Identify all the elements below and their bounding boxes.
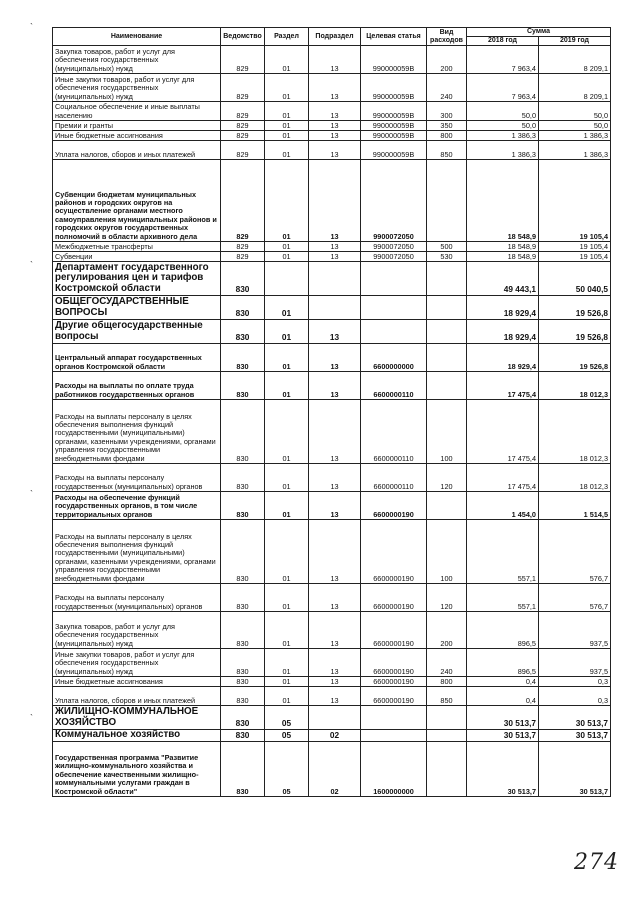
- cell-subsection: 13: [309, 102, 361, 121]
- cell-name: Расходы на выплаты персоналу в целях обеспечения выполнения функций государственными (муниципальными) органами, казенными учреждениями, органами управления государственными внебюджетными фондами: [53, 400, 221, 464]
- cell-section: 01: [265, 584, 309, 612]
- cell-subsection: 13: [309, 141, 361, 160]
- table-row: [53, 121, 611, 131]
- cell-name: Расходы на выплаты персоналу государственных (муниципальных) органов: [53, 584, 221, 612]
- cell-dept: 830: [221, 520, 265, 584]
- cell-2019: 18 012,3: [539, 400, 611, 464]
- cell-2018: 557,1: [467, 520, 539, 584]
- cell-name: Субвенции: [53, 252, 221, 262]
- cell-subsection: 13: [309, 131, 361, 141]
- table-row: [53, 320, 611, 344]
- cell-section: 01: [265, 372, 309, 400]
- cell-kind: 800: [427, 677, 467, 687]
- cell-2018: 30 513,7: [467, 706, 539, 730]
- cell-dept: 830: [221, 706, 265, 730]
- cell-section: 01: [265, 677, 309, 687]
- cell-kind: 350: [427, 121, 467, 131]
- cell-target: 6600000190: [361, 492, 427, 520]
- cell-name: Иные бюджетные ассигнования: [53, 677, 221, 687]
- cell-kind: 120: [427, 464, 467, 492]
- cell-subsection: [309, 706, 361, 730]
- cell-2018: 17 475,4: [467, 372, 539, 400]
- cell-2019: 1 386,3: [539, 141, 611, 160]
- cell-2019: 8 209,1: [539, 74, 611, 102]
- cell-dept: 830: [221, 320, 265, 344]
- cell-kind: 300: [427, 102, 467, 121]
- margin-tick: `: [30, 22, 33, 32]
- cell-dept: 830: [221, 677, 265, 687]
- handwritten-page-number: 274: [574, 850, 619, 875]
- cell-subsection: 13: [309, 584, 361, 612]
- cell-2019: 18 012,3: [539, 372, 611, 400]
- cell-subsection: 13: [309, 687, 361, 706]
- cell-name: Расходы на обеспечение функций государственных органов, в том числе территориальных органов: [53, 492, 221, 520]
- cell-name: Расходы на выплаты по оплате труда работников государственных органов: [53, 372, 221, 400]
- margin-tick: `: [30, 489, 33, 499]
- cell-target: [361, 262, 427, 296]
- cell-name: Департамент государственного регулирования цен и тарифов Костромской области: [53, 262, 221, 296]
- cell-name: ЖИЛИЩНО-КОММУНАЛЬНОЕ ХОЗЯЙСТВО: [53, 706, 221, 730]
- cell-2018: 30 513,7: [467, 742, 539, 797]
- cell-subsection: 13: [309, 400, 361, 464]
- cell-target: 6600000190: [361, 612, 427, 649]
- cell-subsection: 13: [309, 520, 361, 584]
- cell-dept: 830: [221, 687, 265, 706]
- cell-target: 990000059В: [361, 131, 427, 141]
- cell-dept: 829: [221, 141, 265, 160]
- cell-section: [265, 262, 309, 296]
- cell-2018: 18 548,9: [467, 252, 539, 262]
- header-year-2019: 2019 год: [539, 37, 611, 46]
- cell-kind: 500: [427, 242, 467, 252]
- header-name: Наименование: [53, 28, 221, 46]
- cell-2019: 19 105,4: [539, 252, 611, 262]
- cell-section: 01: [265, 464, 309, 492]
- cell-2018: 896,5: [467, 612, 539, 649]
- cell-name: Центральный аппарат государственных органов Костромской области: [53, 344, 221, 372]
- cell-section: 05: [265, 706, 309, 730]
- table-row: [53, 520, 611, 584]
- table-row: [53, 730, 611, 742]
- cell-kind: [427, 742, 467, 797]
- cell-target: 6600000190: [361, 520, 427, 584]
- cell-2018: 557,1: [467, 584, 539, 612]
- header-kind: Вид расходов: [427, 28, 467, 46]
- table-row: [53, 584, 611, 612]
- cell-subsection: [309, 262, 361, 296]
- cell-name: Иные закупки товаров, работ и услуг для обеспечения государственных (муниципальных) нужд: [53, 74, 221, 102]
- cell-dept: 830: [221, 344, 265, 372]
- cell-target: 6600000190: [361, 584, 427, 612]
- cell-section: 01: [265, 320, 309, 344]
- cell-subsection: 13: [309, 320, 361, 344]
- cell-subsection: [309, 296, 361, 320]
- cell-2019: 18 012,3: [539, 464, 611, 492]
- cell-section: 01: [265, 131, 309, 141]
- cell-dept: 829: [221, 102, 265, 121]
- cell-subsection: 13: [309, 46, 361, 74]
- cell-dept: 830: [221, 262, 265, 296]
- header-target: Целевая статья: [361, 28, 427, 46]
- cell-kind: 200: [427, 46, 467, 74]
- cell-2019: 19 105,4: [539, 242, 611, 252]
- cell-target: [361, 320, 427, 344]
- cell-section: 01: [265, 400, 309, 464]
- header-dept: Ведомство: [221, 28, 265, 46]
- cell-dept: 829: [221, 252, 265, 262]
- cell-name: Другие общегосударственные вопросы: [53, 320, 221, 344]
- cell-section: 01: [265, 492, 309, 520]
- cell-dept: 830: [221, 649, 265, 677]
- margin-tick: `: [30, 713, 33, 723]
- cell-2018: 18 929,4: [467, 320, 539, 344]
- cell-2019: 937,5: [539, 649, 611, 677]
- cell-2019: 30 513,7: [539, 742, 611, 797]
- header-section: Раздел: [265, 28, 309, 46]
- cell-section: 01: [265, 296, 309, 320]
- table-row: [53, 46, 611, 74]
- cell-section: 05: [265, 742, 309, 797]
- cell-section: 01: [265, 252, 309, 262]
- table-row: [53, 612, 611, 649]
- cell-kind: 800: [427, 131, 467, 141]
- cell-dept: 829: [221, 74, 265, 102]
- cell-target: 990000059В: [361, 121, 427, 131]
- cell-target: 990000059В: [361, 74, 427, 102]
- cell-kind: 200: [427, 612, 467, 649]
- cell-kind: 120: [427, 584, 467, 612]
- table-header: [53, 28, 611, 46]
- cell-dept: 830: [221, 730, 265, 742]
- cell-name: Уплата налогов, сборов и иных платежей: [53, 141, 221, 160]
- cell-2019: 8 209,1: [539, 46, 611, 74]
- cell-kind: 850: [427, 687, 467, 706]
- cell-2018: 17 475,4: [467, 464, 539, 492]
- table-row: [53, 372, 611, 400]
- cell-name: Закупка товаров, работ и услуг для обеспечения государственных (муниципальных) нужд: [53, 612, 221, 649]
- cell-2019: 19 526,8: [539, 344, 611, 372]
- cell-kind: 530: [427, 252, 467, 262]
- cell-target: 6600000110: [361, 400, 427, 464]
- cell-dept: 830: [221, 742, 265, 797]
- cell-section: 05: [265, 730, 309, 742]
- cell-dept: 830: [221, 612, 265, 649]
- cell-target: [361, 296, 427, 320]
- cell-2019: 19 105,4: [539, 160, 611, 242]
- cell-dept: 830: [221, 372, 265, 400]
- cell-kind: [427, 160, 467, 242]
- cell-name: Государственная программа "Развитие жилищно-коммунального хозяйства и обеспечение качественными жилищно-коммунальными услугами граждан в Костромской области": [53, 742, 221, 797]
- cell-2018: 7 963,4: [467, 46, 539, 74]
- cell-target: 1600000000: [361, 742, 427, 797]
- cell-subsection: 02: [309, 742, 361, 797]
- cell-dept: 829: [221, 160, 265, 242]
- cell-target: 6600000190: [361, 649, 427, 677]
- cell-section: 01: [265, 612, 309, 649]
- cell-kind: [427, 492, 467, 520]
- cell-2018: 18 929,4: [467, 344, 539, 372]
- cell-target: [361, 730, 427, 742]
- cell-subsection: 13: [309, 252, 361, 262]
- cell-dept: 830: [221, 464, 265, 492]
- table-row: [53, 74, 611, 102]
- table-body: [53, 46, 611, 797]
- header-sum: Сумма: [467, 28, 611, 37]
- cell-2018: 1 386,3: [467, 131, 539, 141]
- table-row: [53, 677, 611, 687]
- cell-section: 01: [265, 74, 309, 102]
- cell-name: Коммунальное хозяйство: [53, 730, 221, 742]
- cell-name: Премии и гранты: [53, 121, 221, 131]
- cell-target: [361, 706, 427, 730]
- cell-subsection: 13: [309, 372, 361, 400]
- table-row: [53, 296, 611, 320]
- cell-name: Уплата налогов, сборов и иных платежей: [53, 687, 221, 706]
- cell-2019: 30 513,7: [539, 730, 611, 742]
- cell-dept: 829: [221, 46, 265, 74]
- cell-section: 01: [265, 102, 309, 121]
- cell-subsection: 13: [309, 492, 361, 520]
- cell-section: 01: [265, 242, 309, 252]
- cell-name: ОБЩЕГОСУДАРСТВЕННЫЕ ВОПРОСЫ: [53, 296, 221, 320]
- cell-dept: 830: [221, 400, 265, 464]
- cell-2019: 1 514,5: [539, 492, 611, 520]
- cell-name: Закупка товаров, работ и услуг для обеспечения государственных (муниципальных) нужд: [53, 46, 221, 74]
- cell-dept: 829: [221, 121, 265, 131]
- cell-target: 9900072050: [361, 160, 427, 242]
- cell-kind: [427, 730, 467, 742]
- table-row: [53, 242, 611, 252]
- cell-target: 9900072050: [361, 242, 427, 252]
- table-row: [53, 742, 611, 797]
- cell-2018: 1 386,3: [467, 141, 539, 160]
- cell-2019: 50,0: [539, 121, 611, 131]
- cell-section: 01: [265, 344, 309, 372]
- cell-section: 01: [265, 121, 309, 131]
- cell-dept: 829: [221, 242, 265, 252]
- cell-2019: 576,7: [539, 520, 611, 584]
- cell-kind: [427, 706, 467, 730]
- cell-2019: 30 513,7: [539, 706, 611, 730]
- cell-subsection: 13: [309, 74, 361, 102]
- cell-name: Субвенции бюджетам муниципальных районов и городских округов на осуществление органами местного самоуправления муниципальных районов и городских округов государственных полномочий в области архивного дела: [53, 160, 221, 242]
- cell-2019: 937,5: [539, 612, 611, 649]
- cell-target: 6600000190: [361, 687, 427, 706]
- cell-2018: 7 963,4: [467, 74, 539, 102]
- cell-target: 990000059В: [361, 141, 427, 160]
- cell-section: 01: [265, 46, 309, 74]
- table-row: [53, 102, 611, 121]
- cell-target: 6600000190: [361, 677, 427, 687]
- cell-2018: 896,5: [467, 649, 539, 677]
- cell-subsection: 13: [309, 121, 361, 131]
- cell-dept: 830: [221, 296, 265, 320]
- table-row: [53, 400, 611, 464]
- cell-2019: 1 386,3: [539, 131, 611, 141]
- cell-2018: 18 548,9: [467, 242, 539, 252]
- cell-2018: 49 443,1: [467, 262, 539, 296]
- table-row: [53, 131, 611, 141]
- cell-section: 01: [265, 141, 309, 160]
- cell-2019: 19 526,8: [539, 296, 611, 320]
- table-row: [53, 706, 611, 730]
- cell-dept: 830: [221, 492, 265, 520]
- table-row: [53, 252, 611, 262]
- cell-kind: 850: [427, 141, 467, 160]
- cell-name: Социальное обеспечение и иные выплаты населению: [53, 102, 221, 121]
- cell-target: 9900072050: [361, 252, 427, 262]
- cell-2018: 17 475,4: [467, 400, 539, 464]
- cell-2018: 30 513,7: [467, 730, 539, 742]
- cell-2018: 50,0: [467, 121, 539, 131]
- table-row: [53, 344, 611, 372]
- cell-kind: [427, 262, 467, 296]
- cell-2018: 18 548,9: [467, 160, 539, 242]
- cell-name: Иные закупки товаров, работ и услуг для обеспечения государственных (муниципальных) нужд: [53, 649, 221, 677]
- cell-subsection: 13: [309, 649, 361, 677]
- cell-kind: [427, 296, 467, 320]
- cell-target: 990000059В: [361, 46, 427, 74]
- cell-subsection: 02: [309, 730, 361, 742]
- cell-subsection: 13: [309, 677, 361, 687]
- cell-dept: 830: [221, 584, 265, 612]
- cell-subsection: 13: [309, 344, 361, 372]
- margin-tick: `: [30, 260, 33, 270]
- cell-name: Межбюджетные трансферты: [53, 242, 221, 252]
- table-row: [53, 141, 611, 160]
- cell-2018: 0,4: [467, 687, 539, 706]
- cell-2018: 18 929,4: [467, 296, 539, 320]
- table-row: [53, 464, 611, 492]
- cell-subsection: 13: [309, 242, 361, 252]
- cell-2018: 50,0: [467, 102, 539, 121]
- cell-2018: 0,4: [467, 677, 539, 687]
- table-row: [53, 262, 611, 296]
- cell-name: Иные бюджетные ассигнования: [53, 131, 221, 141]
- header-subsection: Подраздел: [309, 28, 361, 46]
- cell-kind: 240: [427, 74, 467, 102]
- cell-section: 01: [265, 520, 309, 584]
- table-row: [53, 160, 611, 242]
- table-row: [53, 687, 611, 706]
- cell-2019: 19 526,8: [539, 320, 611, 344]
- cell-kind: [427, 344, 467, 372]
- cell-kind: 100: [427, 520, 467, 584]
- cell-target: 6600000110: [361, 464, 427, 492]
- cell-kind: [427, 320, 467, 344]
- cell-2019: 0,3: [539, 677, 611, 687]
- cell-kind: 240: [427, 649, 467, 677]
- cell-target: 6600000000: [361, 344, 427, 372]
- cell-2019: 576,7: [539, 584, 611, 612]
- table-row: [53, 492, 611, 520]
- cell-name: Расходы на выплаты персоналу государственных (муниципальных) органов: [53, 464, 221, 492]
- cell-dept: 829: [221, 131, 265, 141]
- cell-2019: 0,3: [539, 687, 611, 706]
- cell-kind: [427, 372, 467, 400]
- cell-2019: 50,0: [539, 102, 611, 121]
- table-row: [53, 649, 611, 677]
- cell-subsection: 13: [309, 160, 361, 242]
- cell-target: 990000059В: [361, 102, 427, 121]
- budget-table-sheet: [52, 27, 610, 797]
- cell-name: Расходы на выплаты персоналу в целях обеспечения выполнения функций государственными (муниципальными) органами, казенными учреждениями, органами управления государственными внебюджетными фондами: [53, 520, 221, 584]
- cell-2019: 50 040,5: [539, 262, 611, 296]
- header-year-2018: 2018 год: [467, 37, 539, 46]
- cell-section: 01: [265, 687, 309, 706]
- cell-section: 01: [265, 649, 309, 677]
- cell-2018: 1 454,0: [467, 492, 539, 520]
- cell-subsection: 13: [309, 464, 361, 492]
- cell-subsection: 13: [309, 612, 361, 649]
- cell-target: 6600000110: [361, 372, 427, 400]
- cell-section: 01: [265, 160, 309, 242]
- cell-kind: 100: [427, 400, 467, 464]
- budget-table: [52, 27, 611, 797]
